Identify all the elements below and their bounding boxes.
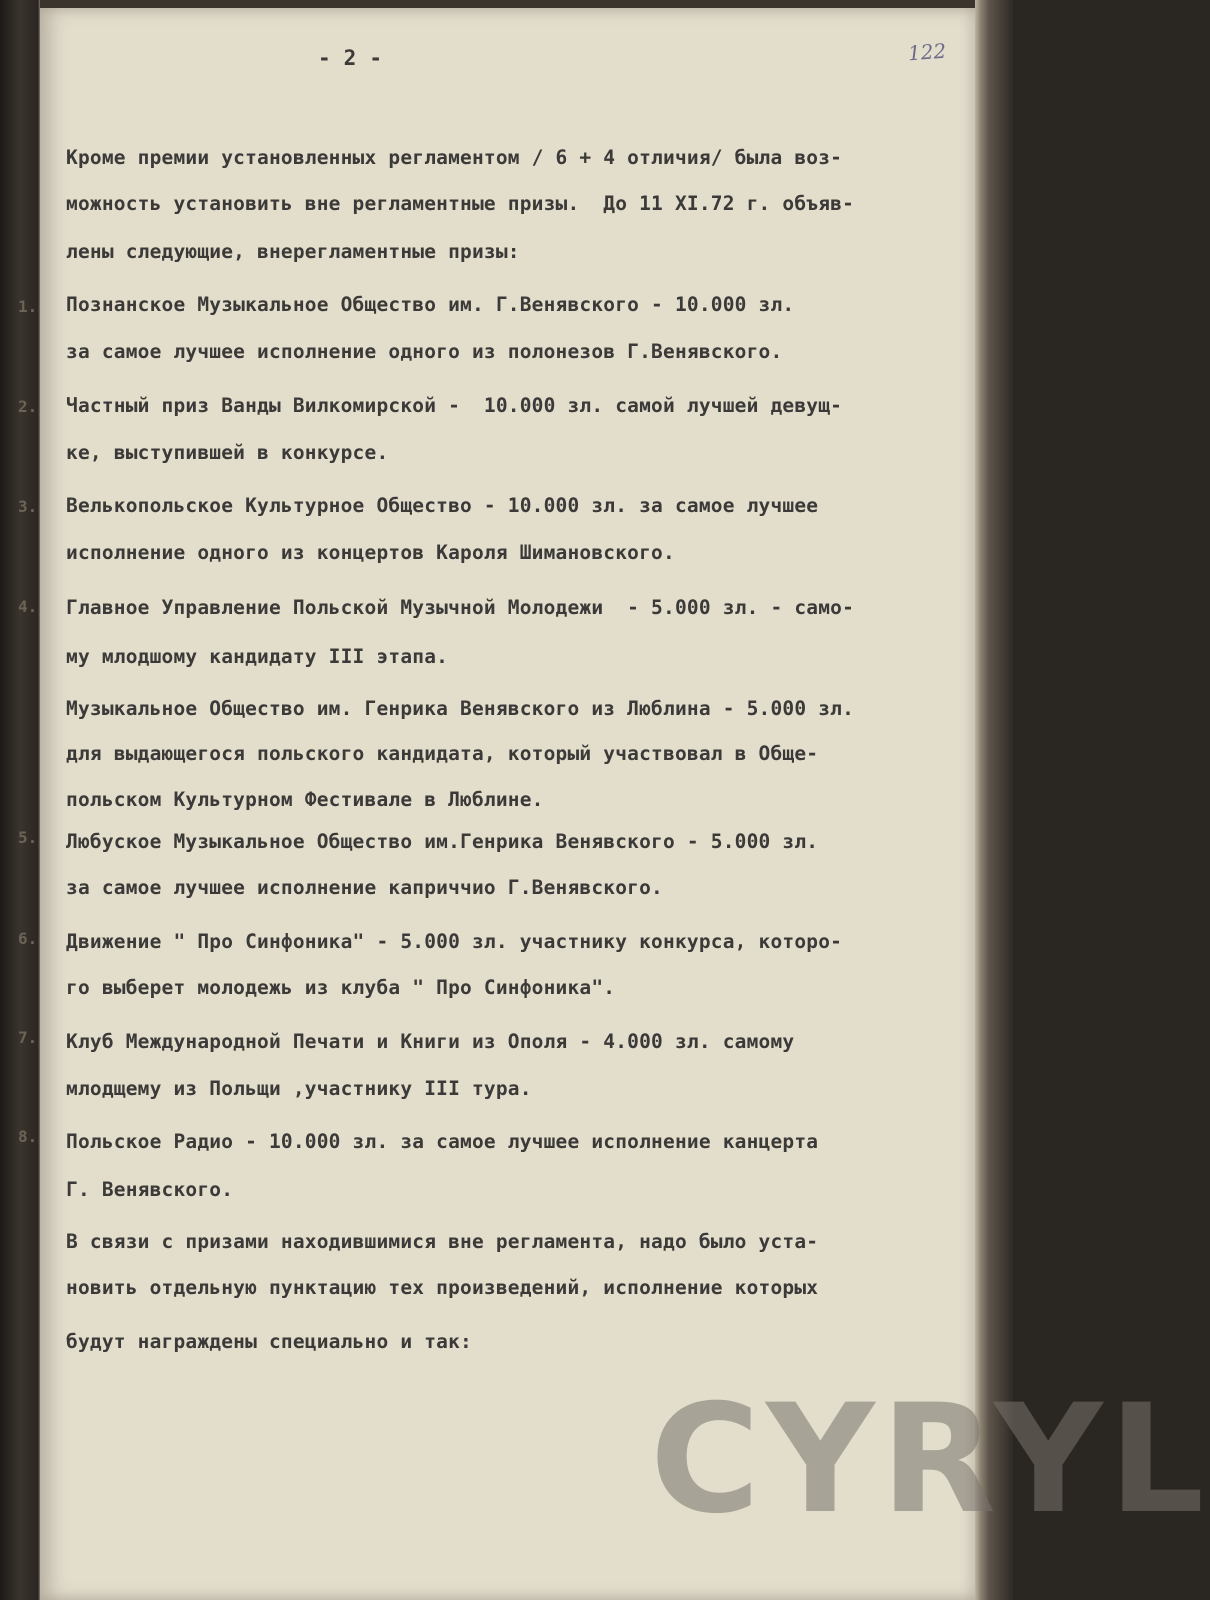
top-edge [40, 0, 975, 8]
page-number: - 2 - [318, 46, 383, 70]
text-line: Г. Венявского. [66, 1178, 234, 1201]
text-line: Главное Управление Польской Музычной Молодежи - 5.000 зл. - само- [66, 596, 855, 619]
text-line: Велькопольское Культурное Общество - 10.000 зл. за самое лучшее [66, 494, 819, 517]
text-line: Любуское Музыкальное Общество им.Генрика Венявского - 5.000 зл. [66, 830, 819, 853]
text-line: польском Культурном Фестивале в Люблине. [66, 788, 544, 811]
text-line: Польское Радио - 10.000 зл. за самое лучшее исполнение канцерта [66, 1130, 819, 1153]
margin-marker-5: 5. [18, 828, 38, 847]
margin-marker-8: 8. [18, 1127, 38, 1146]
text-line: новить отдельную пунктацию тех произведений, исполнение которых [66, 1276, 819, 1299]
text-line: Частный приз Ванды Вилкомирской - 10.000 зл. самой лучшей девущ- [66, 394, 843, 417]
text-line: Кроме премии установленных регламентом / 6 + 4 отличия/ была воз- [66, 146, 843, 169]
text-line: за самое лучшее исполнение каприччио Г.Венявского. [66, 876, 663, 899]
text-line: можность установить вне регламентные призы. До 11 XI.72 г. объяв- [66, 192, 855, 215]
archive-number: 122 [907, 38, 947, 66]
text-line: Движение " Про Синфоника" - 5.000 зл. участнику конкурса, которо- [66, 930, 843, 953]
margin-marker-3: 3. [18, 497, 38, 516]
text-line: за самое лучшее исполнение одного из полонезов Г.Венявского. [66, 340, 783, 363]
text-line: лены следующие, внерегламентные призы: [66, 240, 520, 263]
text-line: му млодшому кандидату III этапа. [66, 645, 449, 668]
text-line: млодщему из Польщи ,участнику III тура. [66, 1077, 532, 1100]
text-line: Клуб Международной Печати и Книги из Ополя - 4.000 зл. самому [66, 1030, 795, 1053]
right-edge [975, 0, 1013, 1600]
margin-marker-4: 4. [18, 597, 38, 616]
text-line: для выдающегося польского кандидата, который участвовал в Обще- [66, 742, 819, 765]
cyryl-watermark-logo: CYRYL [650, 1373, 1210, 1547]
margin-marker-1: 1. [18, 297, 38, 316]
text-line: ке, выступившей в конкурсе. [66, 441, 389, 464]
margin-marker-2: 2. [18, 397, 38, 416]
text-line: исполнение одного из концертов Кароля Шимановского. [66, 541, 675, 564]
text-line: го выберет молодежь из клуба " Про Синфоника". [66, 976, 616, 999]
text-line: Познанское Музыкальное Общество им. Г.Венявского - 10.000 зл. [66, 293, 795, 316]
margin-marker-6: 6. [18, 929, 38, 948]
text-line: Музыкальное Общество им. Генрика Венявского из Люблина - 5.000 зл. [66, 697, 855, 720]
text-line: В связи с призами находившимися вне регламента, надо было уста- [66, 1230, 819, 1253]
margin-marker-7: 7. [18, 1028, 38, 1047]
text-line: будут награждены специально и так: [66, 1330, 472, 1353]
